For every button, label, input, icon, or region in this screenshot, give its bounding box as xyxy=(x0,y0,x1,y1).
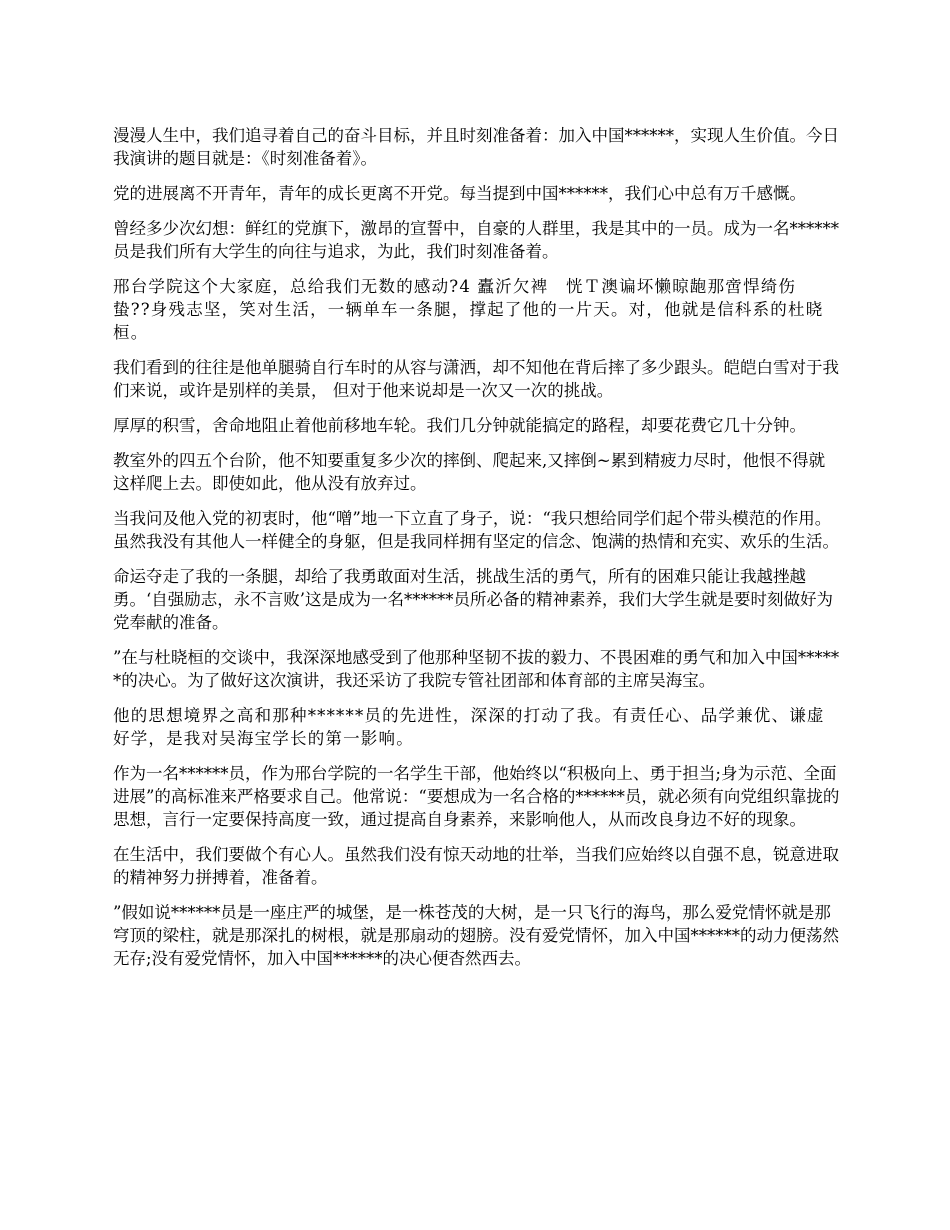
paragraph-9: 命运夺走了我的一条腿，却给了我勇敢面对生活，挑战生活的勇气，所有的困难只能让我越挫越勇。‘自强励志，永不言败’这是成为一名******员所必备的精神素养，我们大学生就是要时刻做好为党奉献的准备。 xyxy=(113,567,833,632)
paragraph-12: 作为一名******员，作为邢台学院的一名学生干部，他始终以“积极向上、勇于担当;身为示范、全面进展”的高标准来严格要求自己。他常说：“要想成为一名合格的******员，就必须有向党组织靠拢的思想，言行一定要保持高度一致，通过提高自身素养，来影响他人，从而改良身边不好的现象。 xyxy=(113,764,840,829)
paragraph-7: 教室外的四五个台阶，他不知要重复多少次的摔倒、爬起来,又摔倒~累到精疲力尽时，他恨不得就这样爬上去。即使如此，他从没有放弃过。 xyxy=(113,451,826,493)
paragraph-13: 在生活中，我们要做个有心人。虽然我们没有惊天动地的壮举，当我们应始终以自强不息，锐意进取的精神努力拼搏着，准备着。 xyxy=(113,845,839,887)
paragraph-11: 他的思想境界之高和那种******员的先进性，深深的打动了我。有责任心、品学兼优、谦虚好学，是我对吴海宝学长的第一影响。 xyxy=(113,706,825,748)
paragraph-2: 党的进展离不开青年，青年的成长更离不开党。每当提到中国******，我们心中总有万千感慨。 xyxy=(113,184,806,203)
paragraph-3: 曾经多少次幻想：鲜红的党旗下，激昂的宣誓中，自豪的人群里，我是其中的一员。成为一名******员是我们所有大学生的向往与追求，为此，我们时刻准备着。 xyxy=(113,219,839,261)
paragraph-10: ”在与杜晓桓的交谈中，我深深地感受到了他那种坚韧不拔的毅力、不畏困难的勇气和加入中国******的决心。为了做好这次演讲，我还采访了我院专管社团部和体育部的主席吴海宝。 xyxy=(113,648,840,690)
paragraph-8: 当我问及他入党的初衷时，他“噌”地一下立直了身子，说：“我只想给同学们起个带头模范的作用。虽然我没有其他人一样健全的身躯，但是我同样拥有坚定的信念、饱满的热情和充实、欢乐的生活。 xyxy=(113,509,839,551)
paragraph-1: 漫漫人生中，我们追寻着自己的奋斗目标，并且时刻准备着：加入中国******，实现人生价值。今日我演讲的题目就是：《时刻准备着》。 xyxy=(113,126,839,168)
paragraph-5: 我们看到的往往是他单腿骑自行车时的从容与潇洒，却不知他在背后摔了多少跟头。皑皑白雪对于我们来说，或许是别样的美景， 但对于他来说却是一次又一次的挑战。 xyxy=(113,358,839,400)
paragraph-6: 厚厚的积雪，舍命地阻止着他前移地车轮。我们几分钟就能搞定的路程，却要花费它几十分钟。 xyxy=(113,416,806,435)
paragraph-14: ”假如说******员是一座庄严的城堡，是一株苍茂的大树，是一只飞行的海鸟，那么爱党情怀就是那穹顶的梁柱，就是那深扎的树根，就是那扇动的翅膀。没有爱党情怀，加入中国******的动力便荡然无存;没有爱党情怀，加入中国******的决心便杳然西去。 xyxy=(113,903,839,968)
document-body xyxy=(113,124,840,982)
paragraph-4: 邢台学院这个大家庭，总给我们无数的感动?4 蠹沂欠裨 恍Ｔ澳谝坏懒晾龅那啻悍绮伤 蛰??身残志坚，笑对生活，一辆单车一条腿，撑起了他的一片天。对，他就是信科系的杜晓桓。 xyxy=(113,277,824,342)
